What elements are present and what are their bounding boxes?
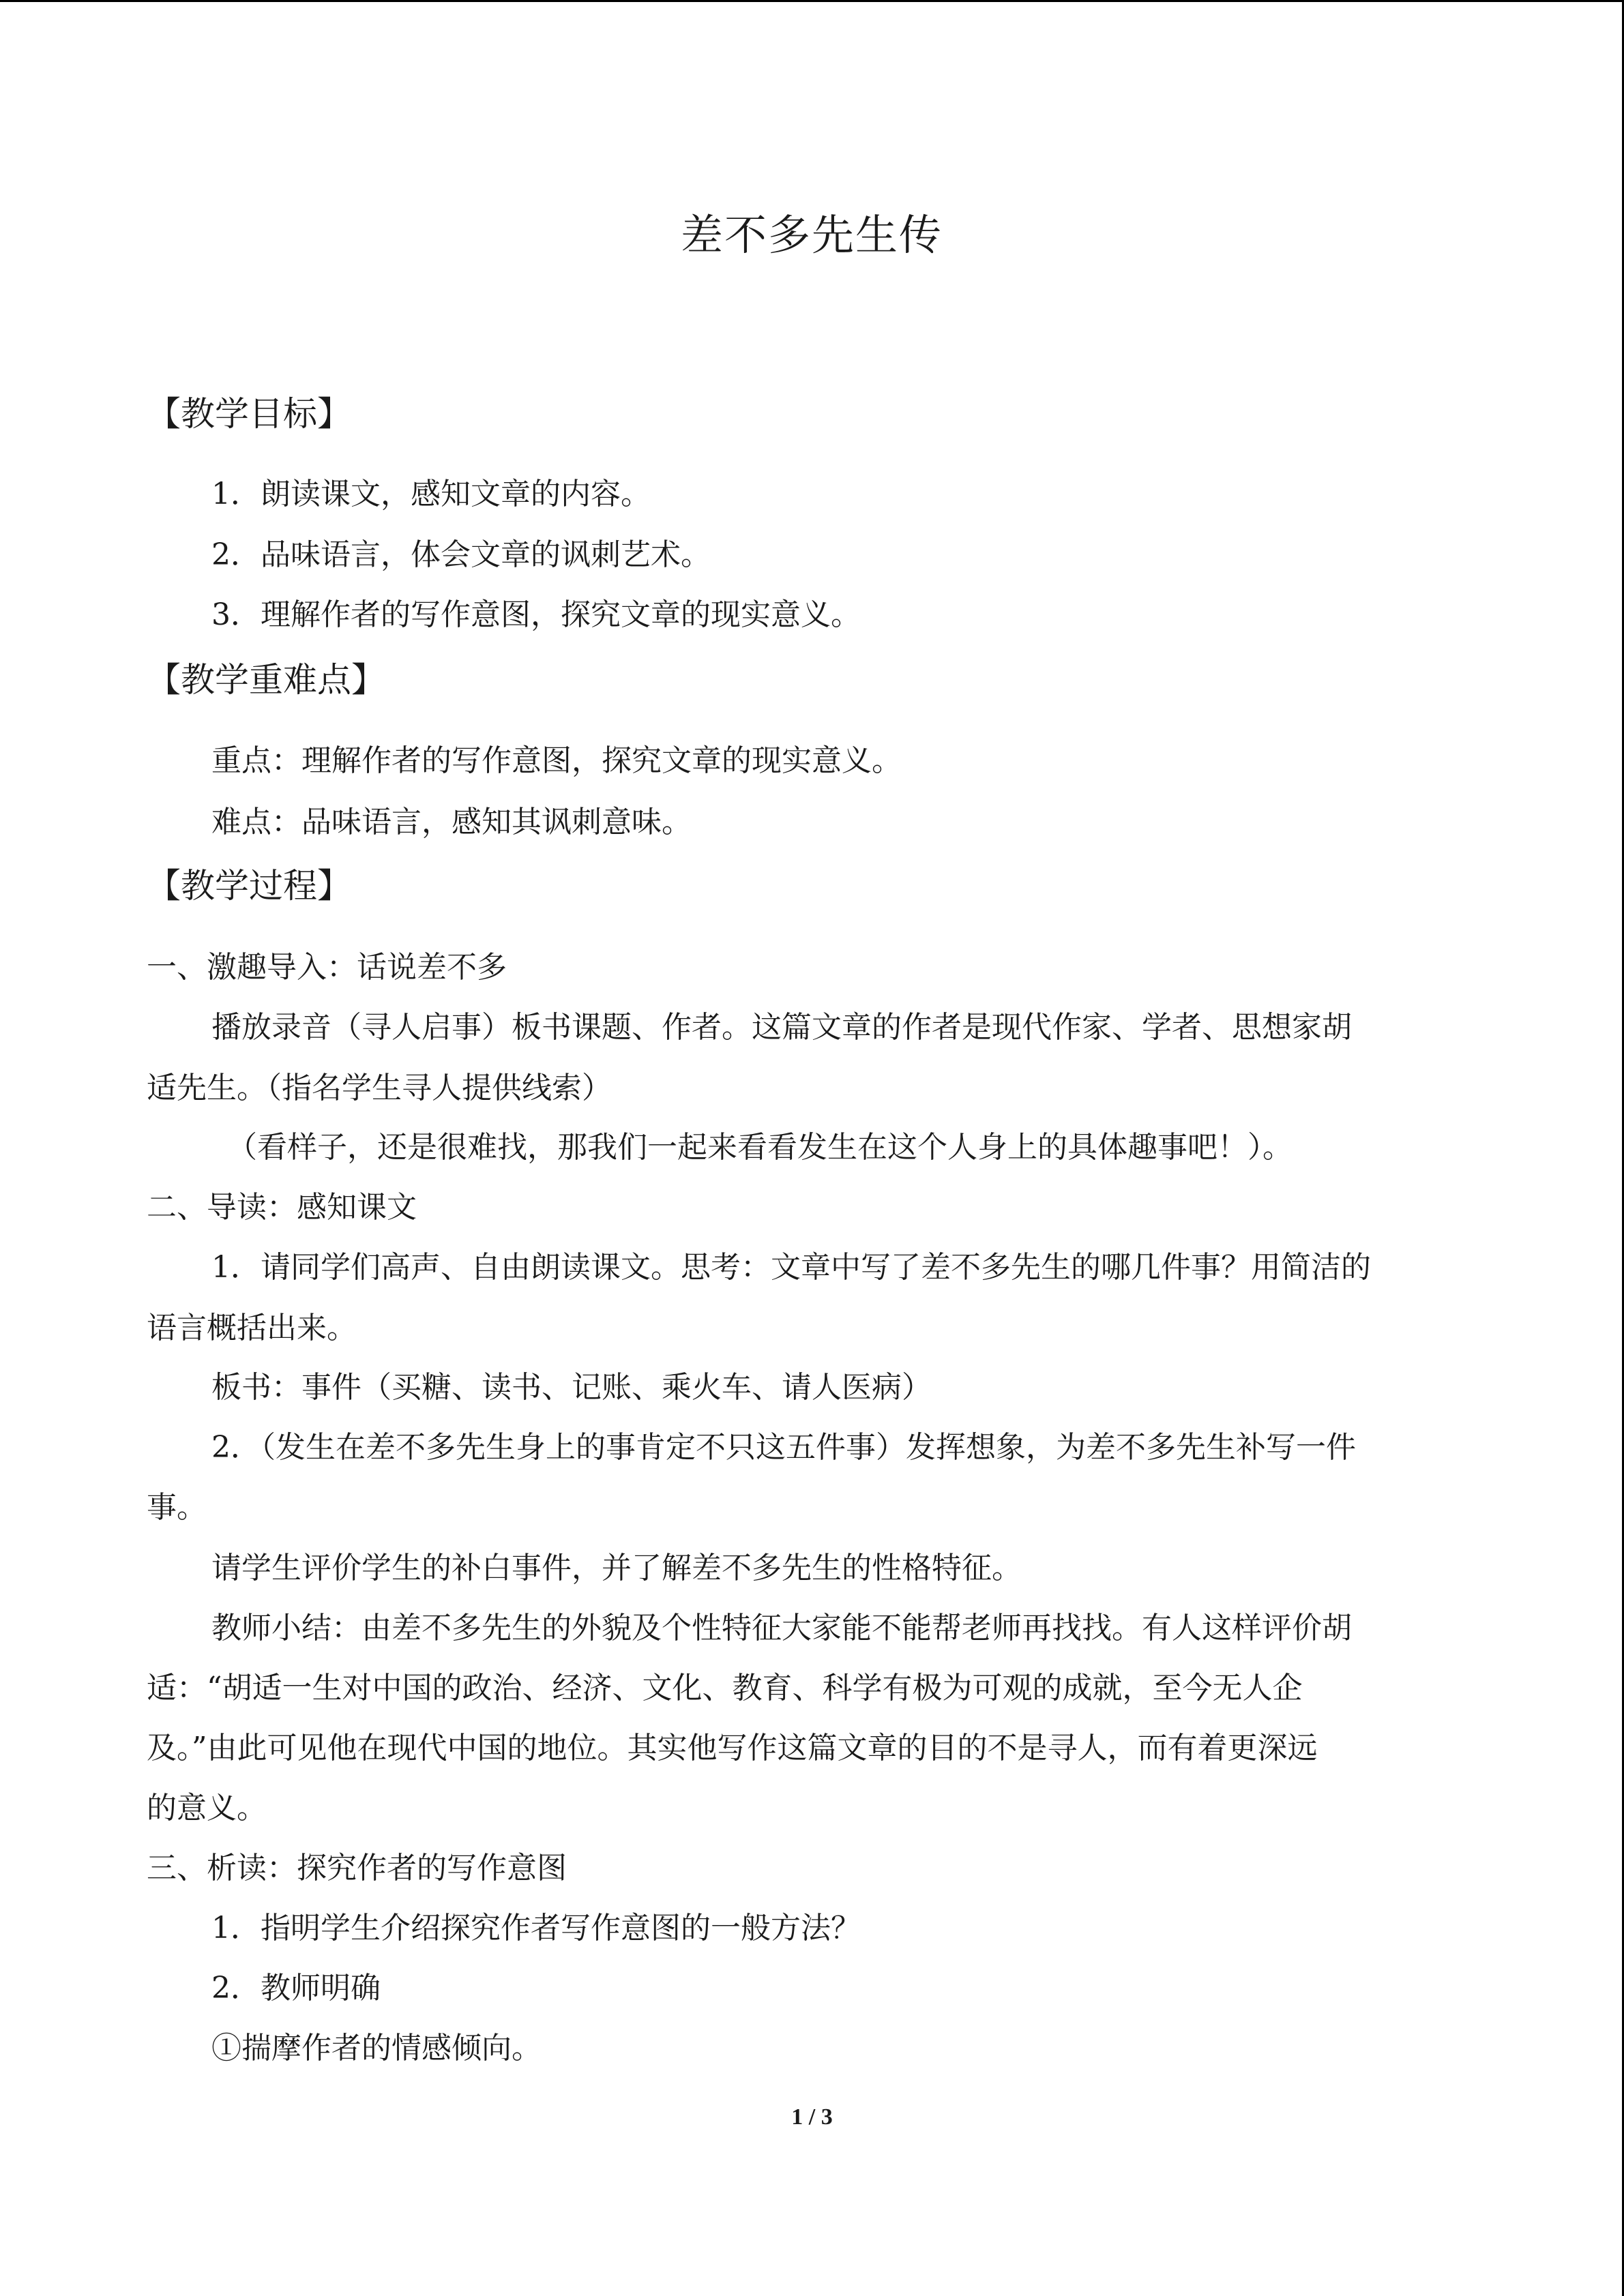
page-border-top: [0, 0, 1624, 2]
process-section-title: 二、导读：感知课文: [147, 1190, 417, 1225]
page-number: 1 / 3: [791, 2104, 833, 2130]
process-paragraph-line: 2．（发生在差不多先生身上的事肯定不只这五件事）发挥想象，为差不多先生补写一件: [211, 1430, 1356, 1465]
process-paragraph-line: 适先生。（指名学生寻人提供线索）: [147, 1071, 612, 1105]
process-paragraph-line: 事。: [147, 1490, 207, 1525]
objective-item: 2．品味语言，体会文章的讽刺艺术。: [211, 537, 711, 572]
process-paragraph-line: 板书：事件（买糖、读书、记账、乘火车、请人医病）: [211, 1370, 932, 1405]
key-point-item: 重点：理解作者的写作意图，探究文章的现实意义。: [211, 743, 902, 778]
process-paragraph-line: ①揣摩作者的情感倾向。: [211, 2031, 542, 2066]
document-title: 差不多先生传: [680, 210, 943, 260]
process-paragraph-line: 1．请同学们高声、自由朗读课文。思考：文章中写了差不多先生的哪几件事？用简洁的: [211, 1250, 1371, 1285]
process-paragraph-line: 的意义。: [147, 1791, 267, 1825]
process-paragraph-line: 适：“胡适一生对中国的政治、经济、文化、教育、科学有极为可观的成就，至今无人企: [147, 1671, 1303, 1705]
process-paragraph-line: 及。”由此可见他在现代中国的地位。其实他写作这篇文章的目的不是寻人，而有着更深远: [147, 1731, 1318, 1765]
process-paragraph-line: （看样子，还是很难找，那我们一起来看看发生在这个人身上的具体趣事吧！）。: [227, 1130, 1293, 1165]
process-paragraph-line: 2．教师明确: [211, 1971, 381, 2006]
process-paragraph-line: 播放录音（寻人启事）板书课题、作者。这篇文章的作者是现代作家、学者、思想家胡: [211, 1010, 1352, 1045]
heading-objectives: 【教学目标】: [147, 394, 351, 434]
heading-process: 【教学过程】: [147, 866, 351, 906]
process-section-title: 三、析读：探究作者的写作意图: [147, 1851, 567, 1885]
process-paragraph-line: 语言概括出来。: [147, 1311, 357, 1345]
process-paragraph-line: 请学生评价学生的补白事件，并了解差不多先生的性格特征。: [211, 1551, 1022, 1585]
heading-key-points: 【教学重难点】: [147, 660, 385, 700]
process-paragraph-line: 1．指明学生介绍探究作者写作意图的一般方法？: [211, 1911, 861, 1945]
process-paragraph-line: 教师小结：由差不多先生的外貌及个性特征大家能不能帮老师再找找。有人这样评价胡: [211, 1611, 1352, 1645]
objective-item: 3．理解作者的写作意图，探究文章的现实意义。: [211, 597, 861, 632]
key-point-item: 难点：品味语言，感知其讽刺意味。: [211, 805, 692, 839]
objective-item: 1．朗读课文，感知文章的内容。: [211, 477, 651, 511]
process-section-title: 一、激趣导入：话说差不多: [147, 950, 507, 985]
